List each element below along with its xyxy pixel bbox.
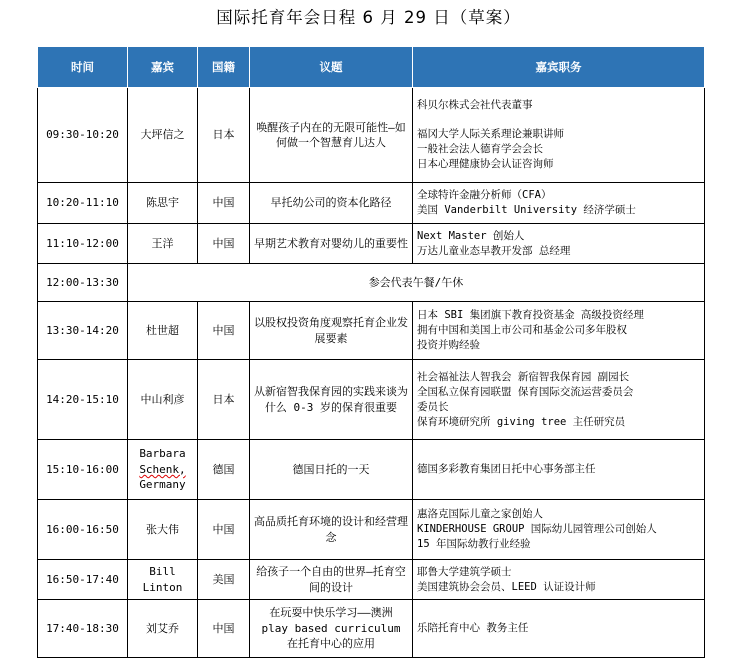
position-cell (413, 183, 705, 224)
time-cell: 13:30-14:20 (38, 302, 128, 360)
table-row (38, 224, 705, 264)
country-cell: 美国 (198, 560, 250, 600)
time-cell: 11:10-12:00 (38, 224, 128, 264)
time-cell: 16:00-16:50 (38, 500, 128, 560)
position-line: 惠洛克国际儿童之家创始人 (417, 508, 543, 520)
guest-name-line: Schenk, (139, 462, 186, 476)
position-cell (413, 560, 705, 600)
page-title: 国际托育年会日程 6 月 29 日（草案） (216, 8, 521, 27)
time-cell: 15:10-16:00 (38, 440, 128, 500)
position-line: 美国 Vanderbilt University 经济学硕士 (417, 204, 636, 216)
position-line: 万达儿童业态早教开发部 总经理 (417, 244, 571, 257)
guest-cell: 大坪信之 (128, 88, 198, 183)
topic-cell: 从新宿智我保育园的实践来谈为什么 0-3 岁的保育很重要 (250, 360, 413, 440)
guest-cell: 张大伟 (128, 500, 198, 560)
country-cell: 德国 (198, 440, 250, 500)
position-line: 全国私立保育园联盟 保育国际交流运营委员会 (417, 385, 634, 398)
table-row (38, 500, 705, 560)
header-position: 嘉宾职务 (413, 47, 705, 88)
topic-cell: 给孩子一个自由的世界—托育空间的设计 (250, 560, 413, 600)
guest-name-line: Linton (142, 580, 183, 594)
position-line: 15 年国际幼教行业经验 (417, 538, 531, 550)
time-cell: 16:50-17:40 (38, 560, 128, 600)
position-line: 日本 SBI 集团旗下教育投资基金 高级投资经理 (417, 309, 644, 321)
time-cell: 10:20-11:10 (38, 183, 128, 224)
header-row (38, 47, 705, 88)
position-line: 保育环境研究所 giving tree 主任研究员 (417, 415, 626, 428)
table-row (38, 440, 705, 500)
header-guest: 嘉宾 (128, 47, 198, 88)
table-row (38, 88, 705, 183)
header-country: 国籍 (198, 47, 250, 88)
time-cell: 17:40-18:30 (38, 600, 128, 658)
time-cell: 12:00-13:30 (38, 264, 128, 302)
table-row (38, 183, 705, 224)
table-row (38, 264, 705, 302)
topic-cell: 早托幼公司的资本化路径 (250, 183, 413, 224)
country-cell: 中国 (198, 500, 250, 560)
guest-cell (128, 560, 198, 600)
schedule-table (37, 46, 705, 658)
topic-cell: 以股权投资角度观察托育企业发展要素 (250, 302, 413, 360)
table-row (38, 600, 705, 658)
time-cell: 14:20-15:10 (38, 360, 128, 440)
position-line: 全球特许金融分析师（CFA） (417, 189, 552, 201)
position-line: 乐陪托育中心 教务主任 (417, 622, 529, 634)
position-line: 耶鲁大学建筑学硕士 (417, 565, 512, 578)
position-cell (413, 500, 705, 560)
position-line: Next Master 创始人 (417, 229, 525, 242)
time-cell: 09:30-10:20 (38, 88, 128, 183)
guest-cell: 中山利彦 (128, 360, 198, 440)
guest-name-line: Germany (139, 478, 186, 492)
position-line: 投资并购经验 (417, 339, 480, 351)
position-line: 委员长 (417, 400, 449, 413)
table-row (38, 302, 705, 360)
position-cell (413, 440, 705, 500)
topic-cell: 在玩耍中快乐学习——澳洲 play based curriculum 在托育中心的应用 (250, 600, 413, 658)
country-cell: 中国 (198, 183, 250, 224)
country-cell: 日本 (198, 88, 250, 183)
position-line: 日本心理健康协会认证咨询师 (417, 158, 554, 170)
position-cell (413, 600, 705, 658)
country-cell: 日本 (198, 360, 250, 440)
position-line: 福冈大学人际关系理论兼职讲师 (417, 128, 564, 140)
lunch-break-cell: 参会代表午餐/午休 (128, 264, 705, 302)
position-line: 拥有中国和美国上市公司和基金公司多年股权 (417, 324, 627, 336)
header-topic: 议题 (250, 47, 413, 88)
table-row (38, 560, 705, 600)
position-cell (413, 88, 705, 183)
position-line: 美国建筑协会会员、LEED 认证设计师 (417, 580, 596, 593)
position-line: 一般社会法人德育学会会长 (417, 143, 543, 155)
topic-cell: 德国日托的一天 (250, 440, 413, 500)
guest-cell (128, 440, 198, 500)
position-cell (413, 360, 705, 440)
position-cell (413, 302, 705, 360)
topic-cell: 唤醒孩子内在的无限可能性—如何做一个智慧育儿达人 (250, 88, 413, 183)
guest-cell: 刘艾乔 (128, 600, 198, 658)
topic-cell: 高品质托育环境的设计和经营理念 (250, 500, 413, 560)
position-line: 科贝尔株式会社代表董事 (417, 99, 533, 111)
table-row (38, 360, 705, 440)
guest-cell: 杜世超 (128, 302, 198, 360)
position-line: 德国多彩教育集团日托中心事务部主任 (417, 463, 596, 475)
header-time: 时间 (38, 47, 128, 88)
country-cell: 中国 (198, 302, 250, 360)
position-line: 社会福祉法人智我会 新宿智我保育园 副园长 (417, 370, 630, 383)
guest-cell: 陈思宇 (128, 183, 198, 224)
topic-cell: 早期艺术教育对婴幼儿的重要性 (250, 224, 413, 264)
country-cell: 中国 (198, 224, 250, 264)
guest-name-line: Barbara (139, 447, 186, 461)
country-cell: 中国 (198, 600, 250, 658)
position-cell (413, 224, 705, 264)
guest-name-line: Bill (149, 565, 176, 578)
position-line: KINDERHOUSE GROUP 国际幼儿园管理公司创始人 (417, 523, 657, 535)
guest-cell: 王洋 (128, 224, 198, 264)
